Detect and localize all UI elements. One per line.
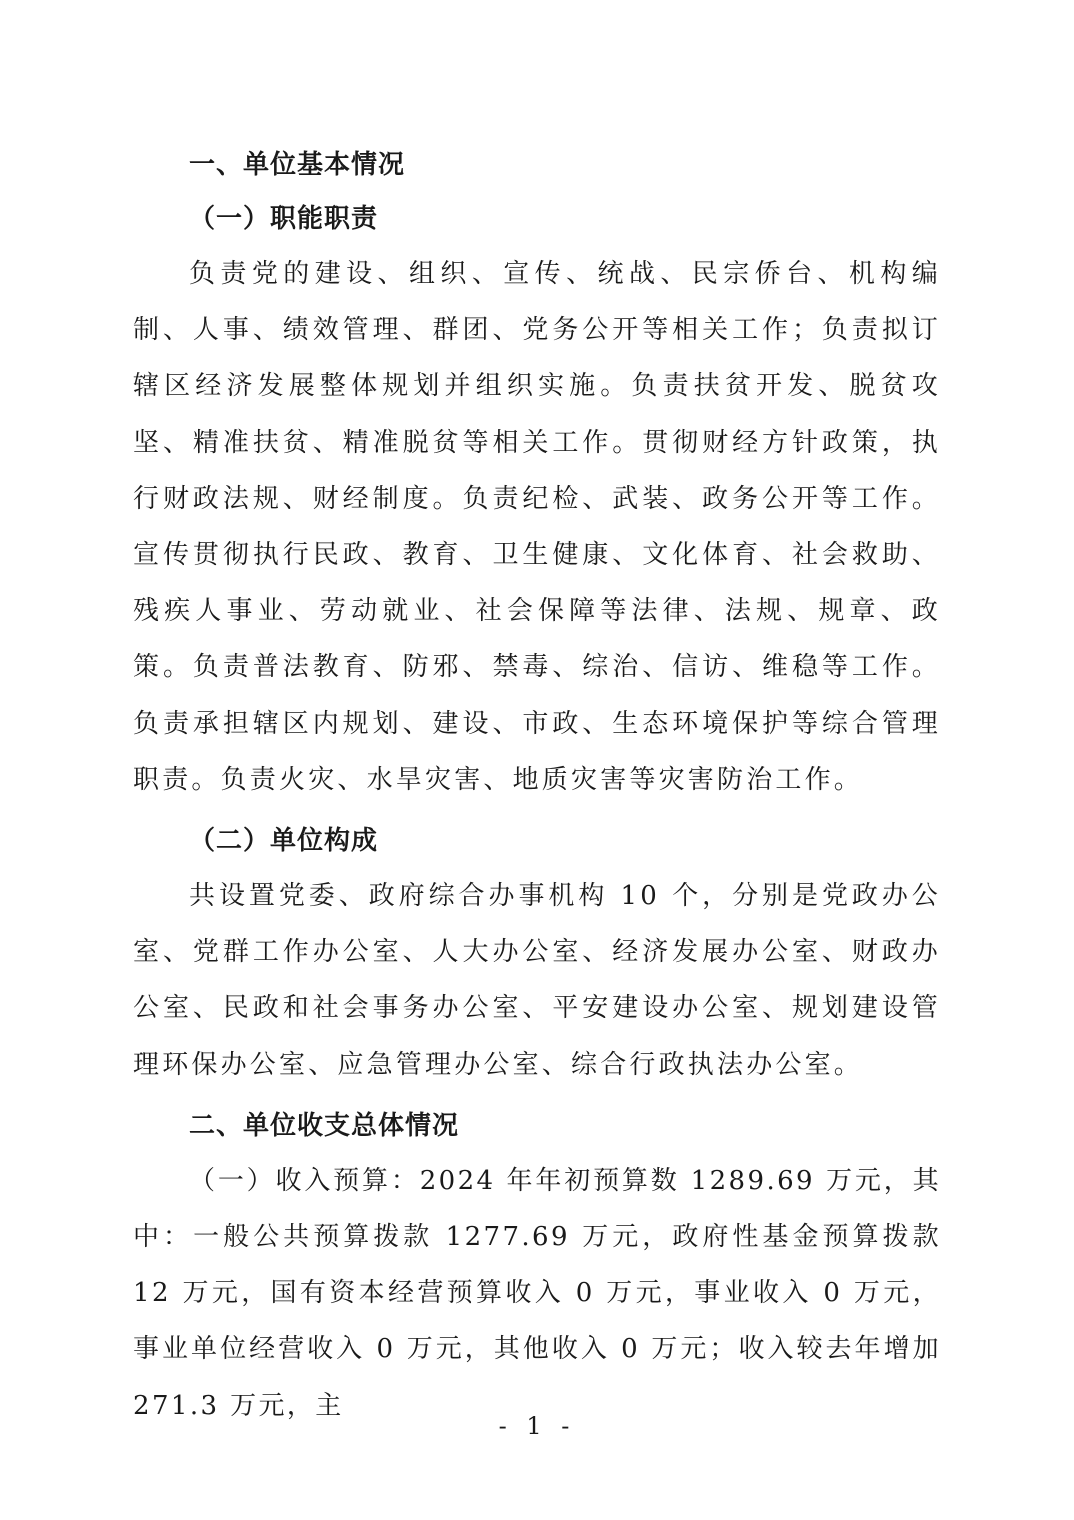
document-page — [133, 138, 941, 1434]
duties-paragraph: 负责党的建设、组织、宣传、统战、民宗侨台、机构编制、人事、绩效管理、群团、党务公开等相关工作；负责拟订辖区经济发展整体规划并组织实施。负责扶贫开发、脱贫攻坚、精准扶贫、精准脱贫等相关工作。贯彻财经方针政策，执行财政法规、财经制度。负责纪检、武装、政务公开等工作。宣传贯彻执行民政、教育、卫生健康、文化体育、社会救助、残疾人事业、劳动就业、社会保障等法律、法规、规章、政策。负责普法教育、防邪、禁毒、综治、信访、维稳等工作。负责承担辖区内规划、建设、市政、生态环境保护等综合管理职责。负责火灾、水旱灾害、地质灾害等灾害防治工作。 — [133, 259, 941, 795]
income-budget-paragraph: （一）收入预算：2024 年年初预算数 1289.69 万元，其中：一般公共预算拨款 1277.69 万元，政府性基金预算拨款 12 万元，国有资本经营预算收入 0 万元，事业收入 0 万元，事业单位经营收入 0 万元，其他收入 0 万元；收入较去年增加 271.3 万元，主 — [133, 1165, 941, 1421]
subsection-1-1-heading: （一）职能职责 — [189, 204, 379, 234]
section-2-heading: 二、单位收支总体情况 — [189, 1110, 460, 1141]
subsection-1-2-heading: （二）单位构成 — [189, 826, 379, 857]
structure-paragraph: 共设置党委、政府综合办事机构 10 个，分别是党政办公室、党群工作办公室、人大办公室、经济发展办公室、财政办公室、民政和社会事务办公室、平安建设办公室、规划建设管理环保办公室、应急管理办公室、综合行政执法办公室。 — [133, 881, 941, 1080]
section-1-heading: 一、单位基本情况 — [189, 150, 406, 180]
page-number: - 1 - — [498, 1412, 576, 1440]
